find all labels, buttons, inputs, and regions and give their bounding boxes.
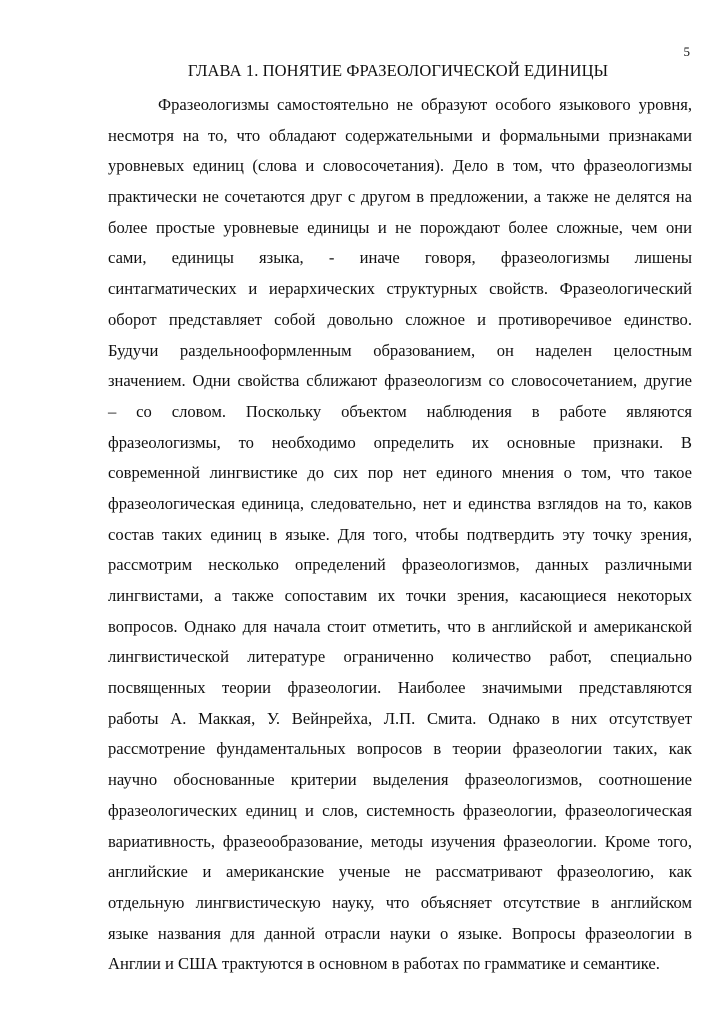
paragraph-line: английские и американские ученые не рассматривают фразеологию, как [108,862,692,882]
paragraph-line: сами, единицы языка, - иначе говоря, фразеологизмы лишены [108,248,692,268]
paragraph-line: состав таких единиц в языке. Для того, чтобы подтвердить эту точку зрения, [108,524,692,544]
paragraph-line: рассмотрение фундаментальных вопросов в теории фразеологии таких, как [108,739,692,759]
paragraph-line: практически не сочетаются друг с другом в предложении, а также не делятся на [108,187,692,207]
paragraph-line: работы А. Маккая, У. Вейнрейха, Л.П. Смита. Однако в них отсутствует [108,708,692,728]
page-number: 5 [683,44,690,59]
paragraph-line: вопросов. Однако для начала стоит отметить, что в английской и американской [108,616,692,636]
paragraph-line: более простые уровневые единицы и не порождают более сложные, чем они [108,217,692,237]
paragraph-line: современной лингвистике до сих пор нет единого мнения о том, что такое [108,463,692,483]
paragraph-line: вариативность, фразеообразование, методы изучения фразеологии. Кроме того, [108,831,692,851]
paragraph-line: Фразеологизмы самостоятельно не образуют особого языкового уровня, [158,95,692,114]
paragraph-line: фразеологических единиц и слов, системность фразеологии, фразеологическая [108,800,692,820]
paragraph-line: отдельную лингвистическую науку, что объясняет отсутствие в английском [108,892,692,912]
paragraph-line: уровневых единиц (слова и словосочетания). Дело в том, что фразеологизмы [108,156,692,176]
paragraph-line: фразеологическая единица, следовательно, нет и единства взглядов на то, каков [108,493,692,513]
paragraph-line: Англии и США трактуются в основном в работах по грамматике и семантике. [108,954,660,974]
paragraph-line: синтагматических и иерархических структурных свойств. Фразеологический [108,279,692,299]
paragraph-line: Будучи раздельнооформленным образованием, он наделен целостным [108,340,692,360]
paragraph-line: рассмотрим несколько определений фразеологизмов, данных различными [108,555,692,575]
paragraph-line: несмотря на то, что обладают содержательными и формальными признаками [108,125,692,145]
paragraph-line: языке названия для данной отрасли науки о языке. Вопросы фразеологии в [108,923,692,943]
paragraph-line: оборот представляет собой довольно сложное и противоречивое единство. [108,309,692,329]
paragraph-line: научно обоснованные критерии выделения фразеологизмов, соотношение [108,770,692,790]
paragraph-line: посвященных теории фразеологии. Наиболее значимыми представляются [108,678,692,698]
chapter-title: ГЛАВА 1. ПОНЯТИЕ ФРАЗЕОЛОГИЧЕСКОЙ ЕДИНИЦЫ [187,61,609,80]
paragraph-line: лингвистической литературе ограниченно количество работ, специально [108,647,692,667]
paragraph-line: лингвистами, а также сопоставим их точки зрения, касающиеся некоторых [108,586,692,605]
body-paragraph [108,90,692,980]
paragraph-line: значением. Одни свойства сближают фразеологизм со словосочетанием, другие [108,371,692,391]
paragraph-line: фразеологизмы, то необходимо определить их основные признаки. В [108,432,692,452]
paragraph-line: – со словом. Поскольку объектом наблюдения в работе являются [108,401,692,421]
